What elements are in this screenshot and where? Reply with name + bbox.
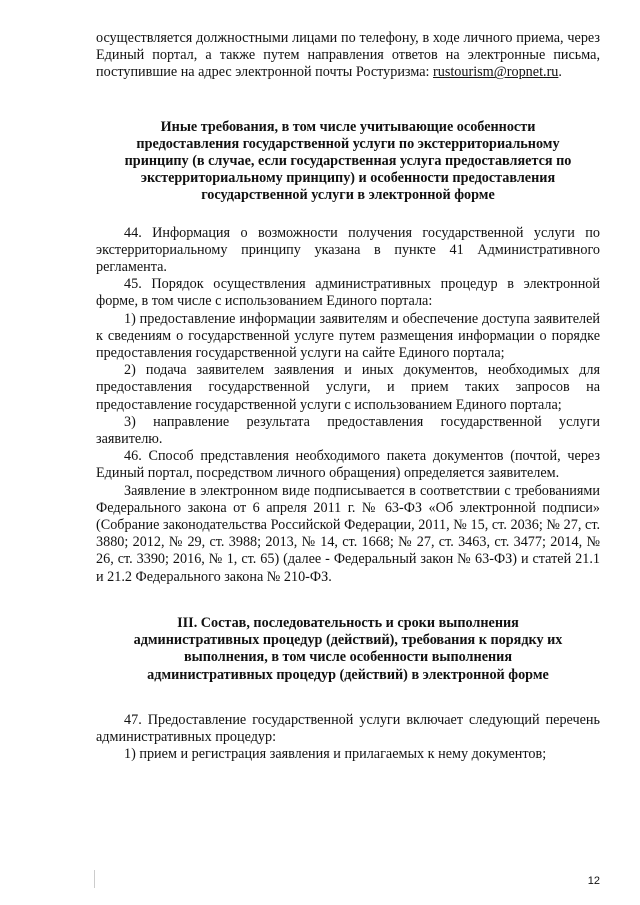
email-link[interactable]: rustourism@ropnet.ru — [433, 64, 559, 81]
paragraph-46: 46. Способ представления необходимого пакета документов (почтой, через Единый портал, посредством личного обращения) определяется заявителем. — [96, 448, 600, 482]
intro-text: осуществляется должностными лицами по телефону, в ходе личного приема, через Единый портал, а также путем направления ответов на электронные письма, поступившие на адрес электронной почты Ростуризма: — [96, 30, 600, 81]
paragraph-45-item-2: 2) подача заявителем заявления и иных документов, необходимых для предоставления государственной услуги, и прием таких запросов на предоставление государственной услуги с использованием Единого портала; — [96, 362, 600, 413]
paragraph-47: 47. Предоставление государственной услуги включает следующий перечень административных процедур: — [96, 711, 600, 745]
paragraph-47-item-1: 1) прием и регистрация заявления и прилагаемых к нему документов; — [124, 746, 547, 763]
section-heading-other-requirements: Иные требования, в том числе учитывающие особенности предоставления государственной услуги по экстерриториальному принципу (в случае, если государственная услуга предоставляется по экстерриториальному принципу) и особенности предоставления государственной услуги в электронной форме — [124, 118, 572, 204]
paragraph-44: 44. Информация о возможности получения государственной услуги по экстерриториальному принципу указана в пункте 41 Административного регламента. — [96, 224, 600, 276]
paragraph-45: 45. Порядок осуществления административных процедур в электронной форме, в том числе с использованием Единого портала: — [96, 276, 600, 310]
margin-mark — [94, 870, 95, 888]
intro-end: . — [558, 64, 562, 81]
intro-paragraph — [96, 30, 600, 82]
paragraph-electronic-signature: Заявление в электронном виде подписывается в соответствии с требованиями Федерального закона от 6 апреля 2011 г. № 63-ФЗ «Об электронной подписи» (Собрание законодательства Российской Федерации, 2011, № 15, ст. 2036; № 27, ст. 3880; 2012, № 29, ст. 3988; 2013, № 14, ст. 1668; № 27, ст. 3463, ст. 3477; 2014, № 26, ст. 3390; 2016, № 1, ст. 65) (далее - Федеральный закон № 63-ФЗ) и статей 21.1 и 21.2 Федерального закона № 210-ФЗ. — [96, 482, 600, 585]
paragraph-45-item-3: 3) направление результата предоставления государственной услуги заявителю. — [96, 413, 600, 448]
section-heading-iii: III. Состав, последовательность и сроки выполнения административных процедур (действий), требования к порядку их выполнения, в том числе особенности выполнения административных процедур (действий) в электронной форме — [133, 614, 563, 683]
page-number: 12 — [587, 875, 600, 887]
paragraph-45-item-1: 1) предоставление информации заявителям и обеспечение доступа заявителей к сведениям о государственной услуге путем размещения информации о порядке предоставления государственной услуги на сайте Единого портала; — [96, 310, 600, 362]
